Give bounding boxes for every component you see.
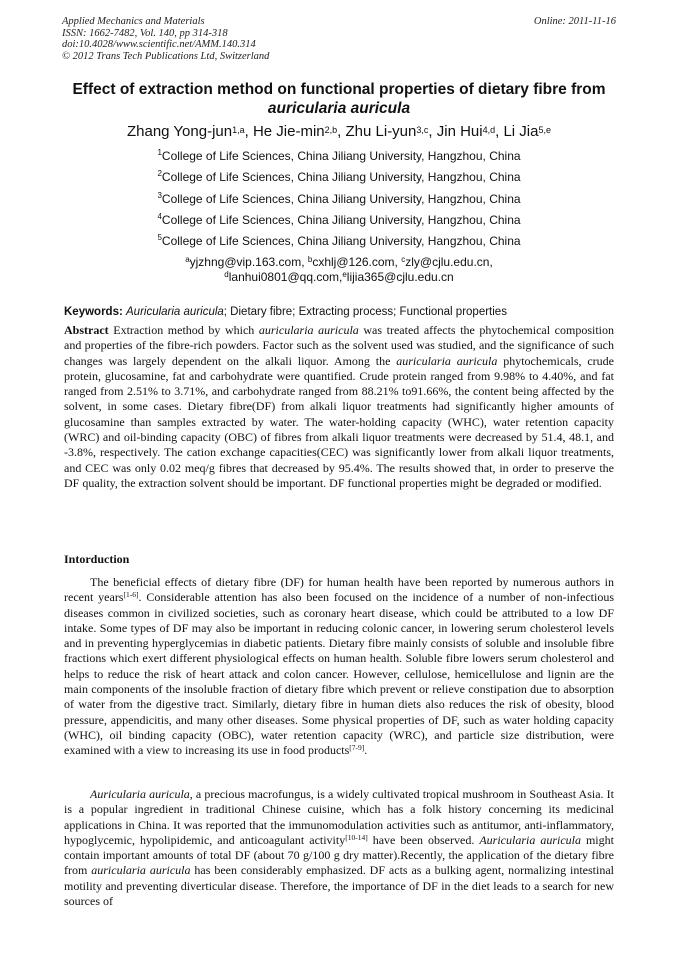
affiliation-4: $^4$College of Life Sciences, China Jiliang University, Hangzhou, China (157, 212, 521, 227)
paper-title (40, 80, 638, 118)
author: Zhu Li-yun$^{3,c}$, (345, 123, 437, 140)
title-line-2: auricularia auricula (267, 100, 411, 117)
author: He Jie-$\min^{2,b}$, (252, 123, 346, 140)
abstract: Abstract Extraction method by which auricularia auricula was treated affects the phytochemical composition and properties of the fibre-rich powders. Factor such as the solvent used was studied, and the significance of such changes was largely dependent on the alkali liquor. Among the auricularia auricula phytochemicals, crude protein, glucosamine, fat and carbohydrate were quantified. Crude protein ranged from 9.98% to 4.40%, and fat ranged from 2.51% to 3.71%, and carbohydrate ranged from 88.21% to91.66%, the content being affected by the solvent, in some cases. Dietary fibre(DF) from alkali liquor treatments had significantly higher amounts of glucosamine than samples extracted by water. The water-holding capacity (WHC), water retention capacity (WRC) and oil-binding capacity (OBC) of fibres from alkali liquor treatments were decreased by 51.4, 48.1, and -3.8%, respectively. The cation exchange capacities(CEC) was significantly lower from alkali liquor treatments, and CEC was only 0.02 meq/g fibres that decreased by 95.4%. The results showed that, in order to preserve the DF quality, the extraction solvent should be important. DF functional properties might be degraded or modified. (64, 323, 614, 490)
journal-header (62, 16, 616, 62)
title-line-1: Effect of extraction method on functional properties of dietary fibre from (72, 81, 606, 98)
abstract-label: Abstract (64, 323, 109, 337)
author: Zhang Yong-jun$^{1,a}$, (126, 123, 253, 140)
keywords: Keywords: Auricularia auricula; Dietary fibre; Extracting process; Functional properties (64, 306, 507, 318)
intro-paragraph-1: The beneficial effects of dietary fibre (DF) for human health have been reported by numerous authors in recent years[1-6]. Considerable attention has also been focused on the incidence of a number of non-infectious diseases common in civilized societies, such as coronary heart disease, which could be attributed to a low DF intake. Some types of DF may also be important in reducing colonic cancer, in lowering serum cholesterol levels and in preventing hyperglycemias in diabetic patients. Dietary fibre mainly consists of soluble and insoluble fibre fractions which exert different physiological effects on human health. Soluble fibre lowers serum cholesterol and helps to reduce the risk of heart attack and colon cancer. However, cellulose, hemicellulose and lignin are the main components of the insoluble fraction of dietary fibre which prevent or relieve constipation due to absorption of water from the digestive tract. Similarly, dietary fibre in human diets also reduces the risk of obesity, blood pressure, appendicitis, and many other diseases. Some physical properties of DF, such as water holding capacity (WHC), oil binding capacity (OBC), water retention capacity (WRC), and particle size distribution, were examined with a view to increasing its use in food products[7-9]. (64, 575, 614, 758)
intro-paragraph-2: Auricularia auricula, a precious macrofungus, is a widely cultivated tropical mushroom in Southeast Asia. It is a popular ingredient in traditional Chinese cuisine, which has a folk history concerning its medicinal applications in China. It was reported that the immunomodulation activities such as antitumor, anti-inflammatory, hypoglycemic, hypolipidemic, and anticoagulant activity[10-14] have been observed. Auricularia auricula might contain important amounts of total DF (about 70 g/100 g dry matter).Recently, the application of the dietary fibre from auricularia auricula has been considerably emphasized. DF acts as a bulking agent, normalizing intestinal motility and preventing diverticular disease. Therefore, the importance of DF in the diet leads to a search for new sources of (64, 787, 614, 909)
author: Li Jia$^{5,e}$ (503, 123, 551, 140)
online-date: Online: 2011-11-16 (533, 16, 616, 27)
affiliation-1: $^1$College of Life Sciences, China Jiliang University, Hangzhou, China (157, 148, 521, 163)
doi-line: doi:10.4028/www.scientific.net/AMM.140.314 (62, 39, 256, 50)
author-list (40, 122, 638, 142)
section-heading-introduction: Intorduction (64, 552, 130, 566)
copyright-line: © 2012 Trans Tech Publications Ltd, Switzerland (62, 50, 270, 62)
issn-line: ISSN: 1662-7482, Vol. 140, pp 314-318 (62, 27, 228, 39)
affiliation-3: $^3$College of Life Sciences, China Jiliang University, Hangzhou, China (157, 191, 521, 206)
keywords-label: Keywords: (64, 306, 123, 318)
author: Jin Hui$^{4,d}$, (436, 123, 504, 140)
affiliation-2: $^2$College of Life Sciences, China Jiliang University, Hangzhou, China (157, 169, 521, 184)
journal-name: Applied Mechanics and Materials (62, 16, 205, 27)
affiliation-5: $^5$College of Life Sciences, China Jiliang University, Hangzhou, China (157, 233, 521, 248)
email-list: $^a$yjzhng@vip.163.com, $^b$cxhlj@126.com, $^c$zly@cjlu.edu.cn, $^d$lanhui0801@qq.com,$^e$lijia365@cjlu.edu.cn (185, 255, 493, 284)
